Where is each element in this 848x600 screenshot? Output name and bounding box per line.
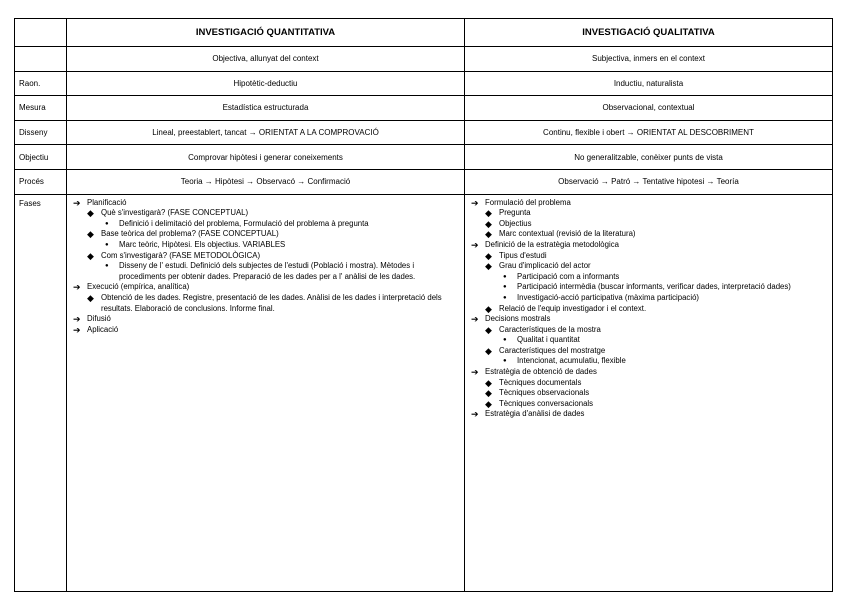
- list-item: [469, 304, 828, 315]
- list-item: [469, 388, 828, 399]
- qual-cell: Observacional, contextual: [465, 96, 833, 121]
- diamond-bullet-icon: ◆: [87, 229, 94, 240]
- diamond-bullet-icon: ◆: [87, 208, 94, 219]
- list-item-text: Tècniques documentals: [499, 377, 582, 387]
- list-item: [469, 229, 828, 240]
- list-item-text: Marc contextual (revisió de la literatura): [499, 229, 636, 239]
- dot-bullet-icon: ●: [503, 358, 507, 365]
- quant-fases-list: [71, 198, 460, 336]
- diamond-bullet-icon: ◆: [485, 261, 492, 272]
- list-item-text: Qualitat i quantitat: [517, 335, 580, 345]
- list-item-text: Tècniques observacionals: [499, 388, 590, 398]
- list-item-text: Tipus d'estudi: [499, 250, 547, 260]
- row-label: Procés: [15, 169, 67, 194]
- list-item-text: Participació com a informants: [517, 271, 620, 281]
- list-item-text: Característiques del mostratge: [499, 345, 606, 355]
- list-item: [469, 251, 828, 262]
- dot-bullet-icon: ●: [105, 263, 109, 270]
- diamond-bullet-icon: ◆: [87, 292, 94, 303]
- list-item: [469, 198, 828, 209]
- list-item: [469, 367, 828, 378]
- list-item: [71, 219, 460, 230]
- table-row: [15, 96, 833, 121]
- list-item: [71, 282, 460, 293]
- list-item: [469, 272, 828, 283]
- list-item-text: Definició i delimitació del problema, Formulació del problema à pregunta: [119, 218, 369, 228]
- list-item: [71, 229, 460, 240]
- arrow-right-icon: ➔: [471, 197, 479, 208]
- table-row: [15, 145, 833, 170]
- fases-row: [15, 194, 833, 591]
- arrow-right-icon: ➔: [471, 367, 479, 378]
- list-item: [469, 325, 828, 336]
- list-item: [469, 293, 828, 304]
- row-label: Objectiu: [15, 145, 67, 170]
- dot-bullet-icon: ●: [503, 273, 507, 280]
- quant-cell: Teoria → Hipòtesi → Observacó → Confirmació: [67, 169, 465, 194]
- diamond-bullet-icon: ◆: [485, 208, 492, 219]
- list-item-text: Relació de l'equip investigador i el context.: [499, 303, 647, 313]
- dot-bullet-icon: ●: [105, 241, 109, 248]
- header-quantitative: INVESTIGACIÓ QUANTITATIVA: [67, 19, 465, 47]
- quant-cell: Comprovar hipòtesi i generar coneixements: [67, 145, 465, 170]
- row-label: Mesura: [15, 96, 67, 121]
- quant-fases-cell: [67, 194, 465, 591]
- list-item-text: Execució (empírica, analítica): [87, 282, 190, 292]
- list-item-text: Tècniques conversacionals: [499, 398, 594, 408]
- table-row: [15, 71, 833, 96]
- dot-bullet-icon: ●: [503, 284, 507, 291]
- dot-bullet-icon: ●: [503, 294, 507, 301]
- list-item: [71, 240, 460, 251]
- arrow-right-icon: ➔: [73, 324, 81, 335]
- list-item-text: Característiques de la mostra: [499, 324, 601, 334]
- list-item-text: Investigació-acció participativa (màxima participació): [517, 292, 699, 302]
- list-item-text: Grau d'implicació del actor: [499, 261, 591, 271]
- header-qualitative: INVESTIGACIÓ QUALITATIVA: [465, 19, 833, 47]
- table-row: [15, 169, 833, 194]
- header-row: [15, 19, 833, 47]
- diamond-bullet-icon: ◆: [485, 345, 492, 356]
- header-empty-cell: [15, 19, 67, 47]
- qual-cell: No generalitzable, conèixer punts de vista: [465, 145, 833, 170]
- list-item-text: Participació intermèdia (buscar informants, verificar dades, interpretació dades): [517, 282, 791, 292]
- arrow-right-icon: ➔: [471, 409, 479, 420]
- list-item-text: Obtenció de les dades. Registre, presentació de les dades. Anàlisi de les dades i interpretació dels resultats. Elaboració de conclusions. Informe final.: [101, 292, 442, 313]
- list-item-text: Formulació del problema: [485, 197, 571, 207]
- arrow-right-icon: ➔: [73, 282, 81, 293]
- quant-cell: Objectiva, allunyat del context: [67, 47, 465, 72]
- arrow-right-icon: ➔: [471, 314, 479, 325]
- list-item-text: Pregunta: [499, 208, 531, 218]
- row-label: Fases: [15, 194, 67, 591]
- diamond-bullet-icon: ◆: [485, 218, 492, 229]
- table-row: [15, 47, 833, 72]
- diamond-bullet-icon: ◆: [485, 303, 492, 314]
- table-row: [15, 120, 833, 145]
- list-item: [71, 251, 460, 262]
- list-item: [71, 314, 460, 325]
- diamond-bullet-icon: ◆: [485, 229, 492, 240]
- list-item: [469, 208, 828, 219]
- row-label: [15, 47, 67, 72]
- list-item-text: Què s'investigarà? (FASE CONCEPTUAL): [101, 208, 249, 218]
- list-item: [71, 208, 460, 219]
- list-item-text: Marc teòric, Hipòtesi. Els objectius. VARIABLES: [119, 239, 286, 249]
- list-item: [469, 335, 828, 346]
- list-item: [469, 240, 828, 251]
- list-item: [71, 198, 460, 209]
- qual-fases-list: [469, 198, 828, 420]
- row-label: Disseny: [15, 120, 67, 145]
- qual-fases-cell: [465, 194, 833, 591]
- list-item-text: Aplicació: [87, 324, 119, 334]
- list-item-text: Difusió: [87, 314, 111, 324]
- qual-cell: Observació → Patró → Tentative hipotesi → Teoría: [465, 169, 833, 194]
- diamond-bullet-icon: ◆: [485, 250, 492, 261]
- list-item: [469, 219, 828, 230]
- dot-bullet-icon: ●: [503, 337, 507, 344]
- list-item-text: Definició de la estratègia metodològica: [485, 239, 619, 249]
- comparison-table: [14, 18, 833, 592]
- arrow-right-icon: ➔: [471, 239, 479, 250]
- list-item-text: Estratègia de obtenció de dades: [485, 367, 597, 377]
- diamond-bullet-icon: ◆: [485, 324, 492, 335]
- qual-cell: Continu, flexible i obert → ORIENTAT AL DESCOBRIMENT: [465, 120, 833, 145]
- qual-cell: Subjectiva, inmers en el context: [465, 47, 833, 72]
- list-item: [469, 399, 828, 410]
- quant-cell: Lineal, preestablert, tancat → ORIENTAT A LA COMPROVACIÓ: [67, 120, 465, 145]
- list-item: [469, 282, 828, 293]
- list-item: [469, 346, 828, 357]
- quant-cell: Estadística estructurada: [67, 96, 465, 121]
- diamond-bullet-icon: ◆: [485, 377, 492, 388]
- diamond-bullet-icon: ◆: [87, 250, 94, 261]
- arrow-right-icon: ➔: [73, 197, 81, 208]
- list-item: [469, 314, 828, 325]
- list-item-text: Com s'investigarà? (FASE METODOLÒGICA): [101, 250, 261, 260]
- list-item: [469, 409, 828, 420]
- list-item-text: Decisions mostrals: [485, 314, 551, 324]
- list-item: [71, 261, 460, 282]
- qual-cell: Inductiu, naturalista: [465, 71, 833, 96]
- list-item-text: Intencionat, acumulatiu, flexible: [517, 356, 626, 366]
- dot-bullet-icon: ●: [105, 220, 109, 227]
- list-item-text: Base teòrica del problema? (FASE CONCEPTUAL): [101, 229, 279, 239]
- list-item: [469, 261, 828, 272]
- row-label: Raon.: [15, 71, 67, 96]
- arrow-right-icon: ➔: [73, 314, 81, 325]
- list-item: [71, 293, 460, 314]
- list-item: [469, 356, 828, 367]
- list-item-text: Objectius: [499, 218, 532, 228]
- list-item-text: Estratègia d'anàlisi de dades: [485, 409, 585, 419]
- diamond-bullet-icon: ◆: [485, 398, 492, 409]
- list-item-text: Disseny de l' estudi. Definició dels subjectes de l'estudi (Població i mostra). Mètodes i procediments per obtenir dades. Preparació de les dades per a l' anàlisi de les dades.: [119, 261, 416, 281]
- quant-cell: Hipotètic-deductiu: [67, 71, 465, 96]
- list-item-text: Planificació: [87, 197, 127, 207]
- list-item: [71, 325, 460, 336]
- diamond-bullet-icon: ◆: [485, 388, 492, 399]
- list-item: [469, 378, 828, 389]
